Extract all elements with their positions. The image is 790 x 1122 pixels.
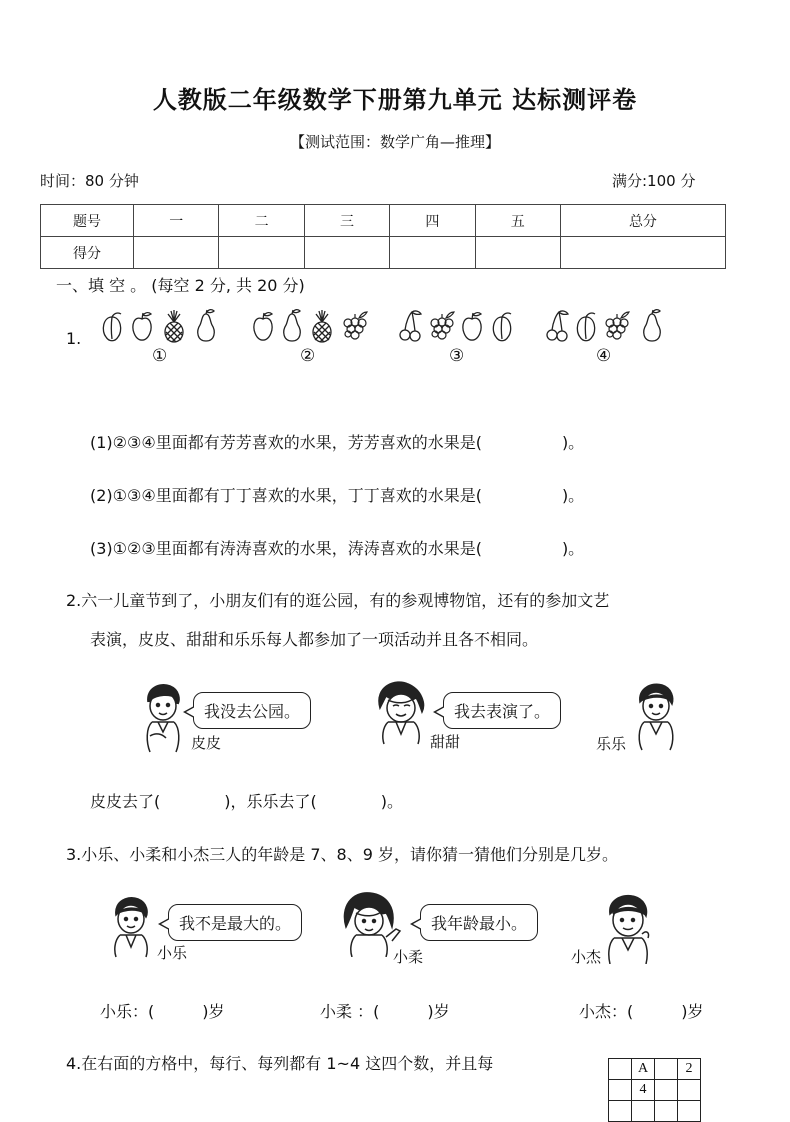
document-title: 人教版二年级数学下册第九单元 达标测评卷 (152, 85, 638, 114)
character-name-xiaojie: 小杰 (571, 948, 602, 966)
speech-bubble-xiaorou: 我年龄最小。 (420, 904, 538, 941)
q1-subquestion-3: (3)①②③里面都有涛涛喜欢的水果，涛涛喜欢的水果是( )。 (90, 539, 585, 558)
grid-row (609, 1101, 701, 1122)
group-label: ① (152, 346, 168, 366)
group-label: ③ (449, 346, 465, 366)
test-scope: 【测试范围：数学广角—推理】 (289, 133, 500, 151)
grid-row (609, 1059, 701, 1080)
section-heading: 一、填 空 。 (每空 2 分, 共 20 分) (56, 276, 305, 295)
q3-text-line: 3.小乐、小柔和小杰三人的年龄是 7、8、9 岁，请你猜一猜他们分别是几岁。 (66, 845, 618, 864)
score-cell[interactable] (134, 237, 219, 269)
character-name-pipi: 皮皮 (191, 734, 222, 752)
time-limit: 时间：80 分钟 (40, 172, 139, 190)
score-cell[interactable] (560, 237, 725, 269)
speech-bubble-pipi: 我没去公园。 (193, 692, 311, 729)
q2-text-line-1: 2.六一儿童节到了，小朋友们有的逛公园，有的参观博物馆，还有的参加文艺 (66, 591, 610, 610)
boy-xiaojie-illustration (600, 894, 658, 964)
grid-cell[interactable] (609, 1101, 632, 1122)
header-cell: 二 (219, 205, 304, 237)
boy-lele-illustration (634, 682, 678, 752)
grid-cell: A (632, 1059, 655, 1080)
grid-cell[interactable] (655, 1059, 678, 1080)
fruit-groups-figure (96, 307, 696, 347)
header-cell: 一 (134, 205, 219, 237)
grid-cell: 2 (678, 1059, 701, 1080)
grid-row (609, 1080, 701, 1101)
character-name-xiaole: 小乐 (157, 944, 188, 962)
header-cell: 四 (390, 205, 475, 237)
group-label: ② (300, 346, 316, 366)
q1-subquestion-1: (1)②③④里面都有芳芳喜欢的水果，芳芳喜欢的水果是( )。 (90, 433, 585, 452)
number-grid (608, 1058, 701, 1122)
q3-answer-xiaorou: 小柔 ：( )岁 (320, 1002, 450, 1021)
grid-cell[interactable] (678, 1101, 701, 1122)
grid-cell: 4 (632, 1080, 655, 1101)
character-name-lele: 乐乐 (596, 735, 627, 753)
group-label: ④ (596, 346, 612, 366)
full-score: 满分:100 分 (612, 172, 696, 190)
score-cell[interactable] (304, 237, 389, 269)
boy-xiaole-illustration (108, 895, 156, 959)
header-cell: 题号 (41, 205, 134, 237)
character-name-tiantian: 甜甜 (430, 733, 461, 751)
q1-subquestion-2: (2)①③④里面都有丁丁喜欢的水果，丁丁喜欢的水果是( )。 (90, 486, 585, 505)
header-cell: 三 (304, 205, 389, 237)
grid-cell[interactable] (655, 1101, 678, 1122)
q4-text-line: 4.在右面的方格中，每行、每列都有 1~4 这四个数，并且每 (66, 1054, 494, 1073)
grid-cell[interactable] (609, 1080, 632, 1101)
score-table (40, 204, 726, 269)
score-cell[interactable] (219, 237, 304, 269)
speech-bubble-xiaole: 我不是最大的。 (168, 904, 302, 941)
grid-cell[interactable] (609, 1059, 632, 1080)
q2-text-line-2: 表演，皮皮、甜甜和乐乐每人都参加了一项活动并且各不相同。 (90, 630, 539, 649)
q3-answer-xiaojie: 小杰：( )岁 (579, 1002, 704, 1021)
row-label: 得分 (41, 237, 134, 269)
question-number: 1. (66, 329, 82, 348)
girl-tiantian-illustration (372, 680, 432, 746)
score-table-header-row (41, 205, 726, 237)
grid-cell[interactable] (678, 1080, 701, 1101)
boy-pipi-illustration (140, 682, 188, 754)
score-cell[interactable] (475, 237, 560, 269)
score-cell[interactable] (390, 237, 475, 269)
grid-cell[interactable] (655, 1080, 678, 1101)
speech-bubble-tiantian: 我去表演了。 (443, 692, 561, 729)
character-name-xiaorou: 小柔 (393, 948, 424, 966)
grid-cell[interactable] (632, 1101, 655, 1122)
header-cell: 五 (475, 205, 560, 237)
q2-answer-line: 皮皮去了( )，乐乐去了( )。 (90, 792, 403, 811)
header-cell: 总分 (560, 205, 725, 237)
score-table-score-row (41, 237, 726, 269)
q3-answer-xiaole: 小乐：( )岁 (100, 1002, 225, 1021)
